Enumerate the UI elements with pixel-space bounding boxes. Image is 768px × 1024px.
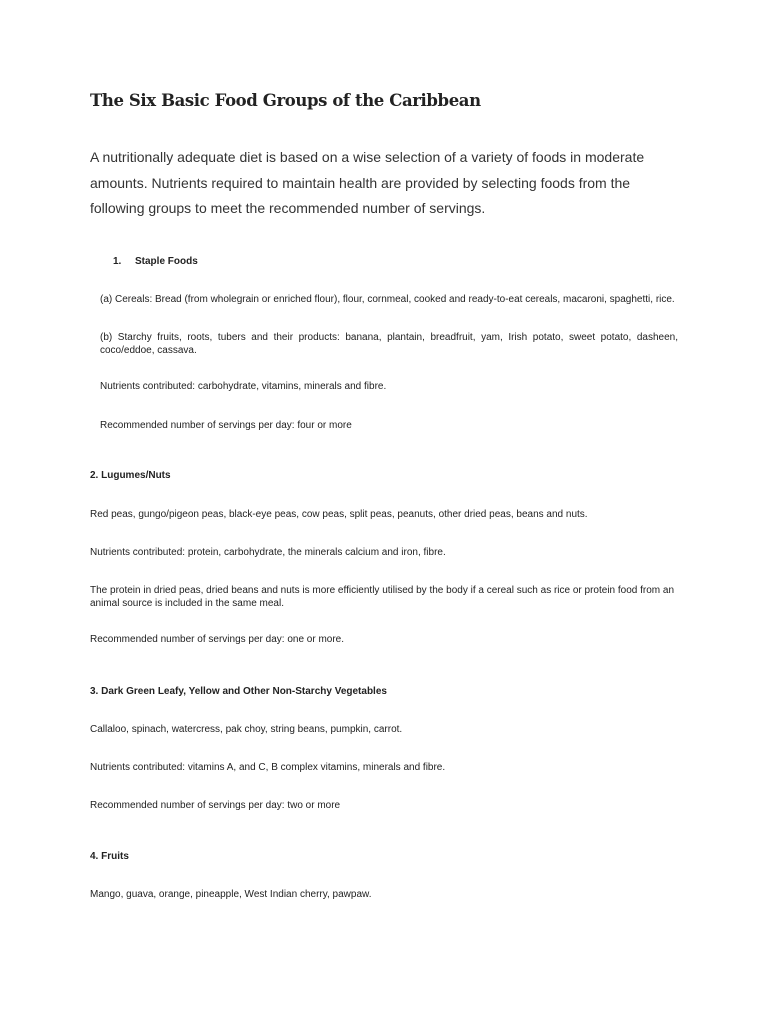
staple-nutrients-text: Nutrients contributed: carbohydrate, vitamins, minerals and fibre. [100,381,387,392]
legumes-protein-note: The protein in dried peas, dried beans and nuts is more efficiently utilised by the body if a cereal such as rice or protein food from an animal source is included in the same meal. [90,585,675,609]
staple-starchy-text: (b) Starchy fruits, roots, tubers and their products: banana, plantain, breadfruit, yam, Irish potato, sweet potato, dasheen, coco/eddoe, cassava. [100,332,678,356]
section-heading-legumes-nuts: 2. Lugumes/Nuts [90,470,171,481]
intro-paragraph: A nutritionally adequate diet is based on a wise selection of a variety of foods in moderate amounts. Nutrients required to maintain health are provided by selecting foods from the following groups to meet the recommended number of servings. [90,149,645,216]
section-heading-fruits: 4. Fruits [90,851,129,862]
document-title: The Six Basic Food Groups of the Caribbean [90,91,481,110]
vegetables-examples-text: Callaloo, spinach, watercress, pak choy, string beans, pumpkin, carrot. [90,724,403,735]
vegetables-servings-text: Recommended number of servings per day: two or more [90,800,341,811]
legumes-examples-text: Red peas, gungo/pigeon peas, black-eye peas, cow peas, split peas, peanuts, other dried peas, beans and nuts. [90,509,588,520]
legumes-nutrients-text: Nutrients contributed: protein, carbohydrate, the minerals calcium and iron, fibre. [90,547,446,558]
section-number: 1. [113,256,122,267]
section-heading-staple-foods [113,256,198,269]
staple-servings-text: Recommended number of servings per day: four or more [100,420,352,431]
staple-cereals-text: (a) Cereals: Bread (from wholegrain or enriched flour), flour, cornmeal, cooked and ready-to-eat cereals, macaroni, spaghetti, rice. [100,294,675,305]
legumes-servings-text: Recommended number of servings per day: one or more. [90,634,345,645]
section-heading-vegetables: 3. Dark Green Leafy, Yellow and Other Non-Starchy Vegetables [90,686,387,697]
vegetables-nutrients-text: Nutrients contributed: vitamins A, and C, B complex vitamins, minerals and fibre. [90,762,446,773]
fruits-examples-text: Mango, guava, orange, pineapple, West Indian cherry, pawpaw. [90,889,372,900]
section-heading-text: Staple Foods [135,256,198,267]
